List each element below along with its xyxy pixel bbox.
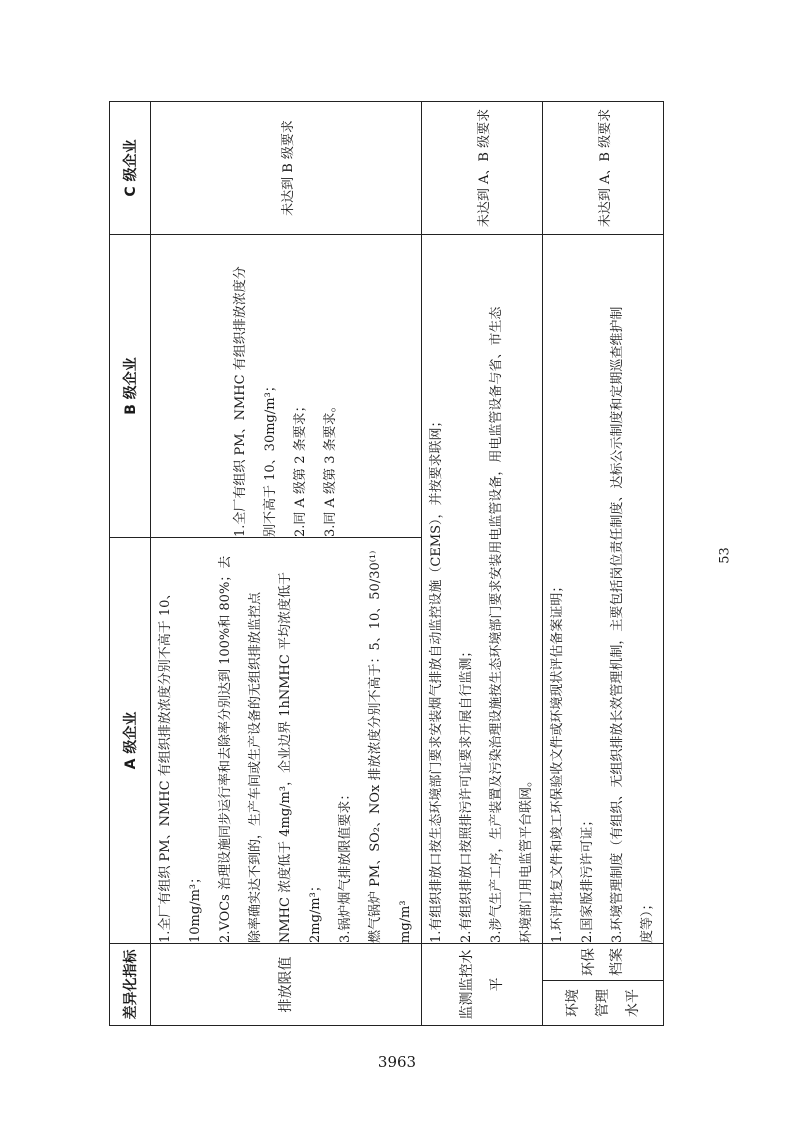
emission-a-line: 3.锅炉烟气排放限值要求： <box>338 787 353 943</box>
header-grade-a: A 级企业 <box>110 538 151 944</box>
emission-a-line: 2mg/m³； <box>308 879 323 943</box>
monitoring-label-line: 平 <box>489 977 505 992</box>
monitoring-line: 2.有组织排放口按照排污许可证要求开展自行监测； <box>459 644 474 943</box>
emission-a-line: 1.全厂有组织 PM、NMHC 有组织排放浓度分别不高于 10、 <box>158 586 173 943</box>
monitoring-line: 3.涉气生产工序，生产装置及污染治理设施按生态环境部门要求安装用电监管设备，用电监管设备与省、市生态 <box>489 306 504 943</box>
table-header-row <box>110 102 151 1026</box>
monitoring-label <box>422 944 543 1026</box>
emission-a-line: 2.VOCs 治理设施同步运行率和去除率分别达到 100%和 80%；去 <box>218 555 233 943</box>
emission-b-line: 别不高于 10、30mg/m³； <box>263 379 278 537</box>
management-row <box>543 102 664 1026</box>
emission-a-line: mg/m³ <box>398 900 413 943</box>
monitoring-c-cell: 未达到 A、B 级要求 <box>422 102 543 235</box>
management-inner-label-line: 档案 <box>609 948 625 976</box>
monitoring-ab-cell <box>422 235 543 944</box>
emission-a-cell <box>151 538 422 944</box>
monitoring-row <box>422 102 543 1026</box>
header-grade-b: B 级企业 <box>110 235 151 538</box>
page-number: 53 <box>717 547 733 564</box>
management-c-cell: 未达到 A、B 级要求 <box>543 102 664 235</box>
emission-a-line: 除率确实达不到的，生产车间或生产设备的无组织排放监控点 <box>248 591 263 943</box>
emission-a-line: 10mg/m³； <box>188 870 203 943</box>
management-inner-label-line: 环保 <box>581 948 597 976</box>
footer-number: 3963 <box>377 1053 417 1071</box>
management-label-line: 管理 <box>595 989 611 1017</box>
emission-b-cell <box>151 235 422 538</box>
management-line: 度等）； <box>640 897 655 943</box>
management-line: 3.环境管理制度（有组织、无组织排放长效管理机制，主要包括岗位责任制度、达标公示制度和定期巡查维护制 <box>610 306 625 943</box>
emission-limits-label: 排放限值 <box>151 944 422 1026</box>
emission-limits-row <box>151 102 422 1026</box>
management-label-line: 水平 <box>625 989 641 1017</box>
management-outer-label <box>543 981 664 1026</box>
emission-b-line: 3.同 A 级第 3 条要求。 <box>323 399 338 537</box>
management-ab-cell <box>543 235 664 944</box>
monitoring-line: 环境部门用电监管平台联网。 <box>519 773 534 943</box>
header-indicator: 差异化指标 <box>110 944 151 1026</box>
emission-a-line: NMHC 浓度低于 4mg/m³，企业边界 1hNMHC 平均浓度低于 <box>278 572 293 943</box>
grading-standards-table <box>109 101 664 1026</box>
emission-a-line: 燃气锅炉 PM、SO₂、NOx 排放浓度分别不高于：5、10、50/30⁽¹⁾ <box>368 550 383 943</box>
rotated-table-container <box>109 102 655 1026</box>
header-grade-c: C 级企业 <box>110 102 151 235</box>
management-inner-label <box>543 944 664 981</box>
monitoring-label-line: 监测监控水 <box>459 949 475 1020</box>
emission-b-line: 2.同 A 级第 2 条要求； <box>293 399 308 537</box>
management-label-line: 环境 <box>565 989 581 1017</box>
emission-c-cell: 未达到 B 级要求 <box>151 102 422 235</box>
emission-b-line: 1.全厂有组织 PM、NMHC 有组织排放浓度分 <box>233 266 248 537</box>
management-line: 1.环评批复文件和竣工环保验收文件或环境现状评估备案证明； <box>550 579 565 943</box>
monitoring-line: 1.有组织排放口按生态环境部门要求安装烟气排放自动监控设施（CEMS），并按要求联网； <box>429 414 444 943</box>
management-line: 2.国家版排污许可证； <box>580 813 595 943</box>
